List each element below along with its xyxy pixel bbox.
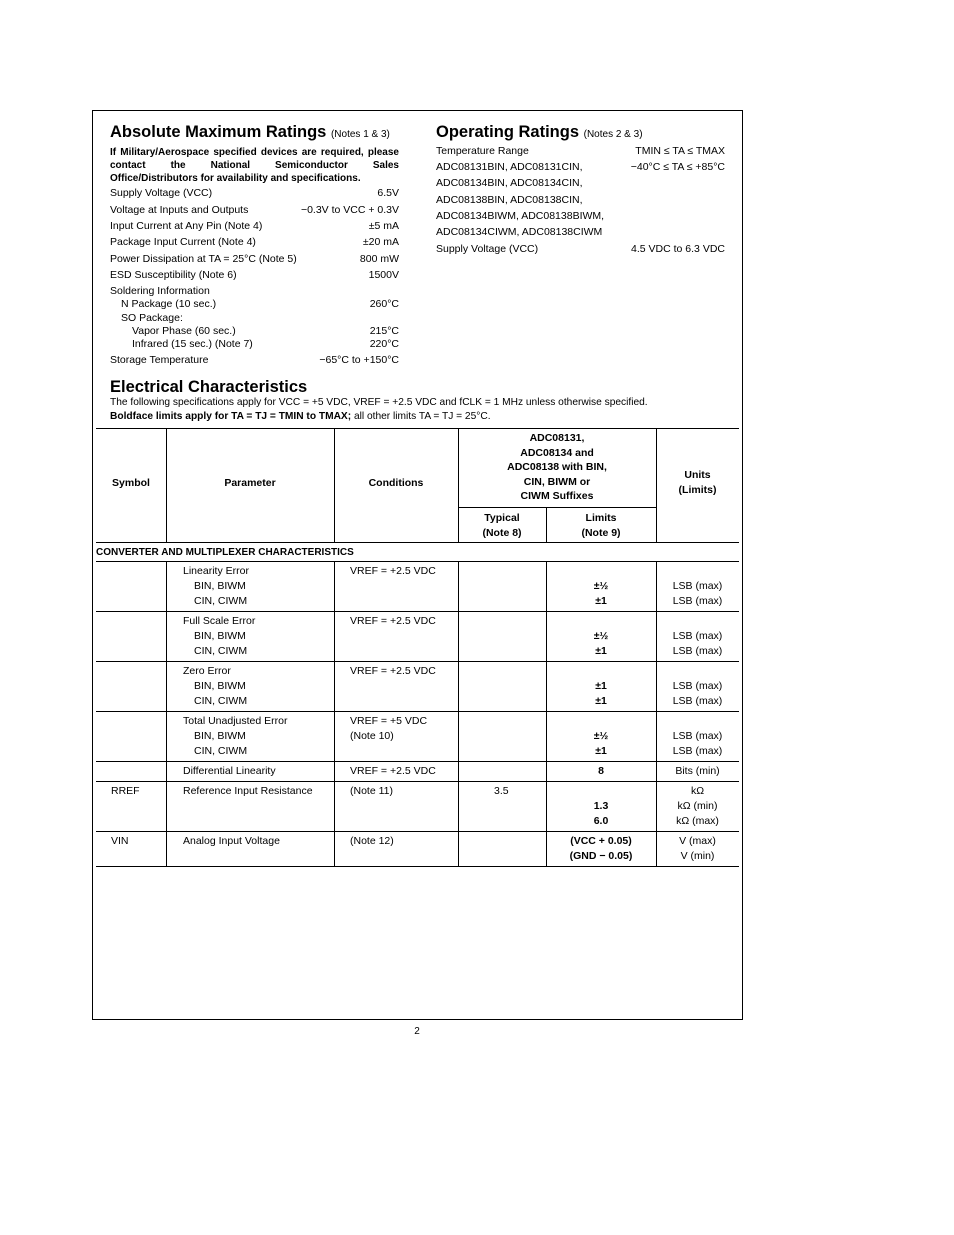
operating-supply-voltage: Supply Voltage (VCC) 4.5 VDC to 6.3 VDC bbox=[436, 243, 725, 255]
device-item: ADC08134BIWM, ADC08138BIWM, bbox=[436, 209, 605, 222]
row-unit: LSB (max) bbox=[672, 695, 723, 707]
rating-row bbox=[110, 204, 399, 217]
row-unit: kΩ (max) bbox=[676, 815, 719, 827]
rating-value: 800 mW bbox=[359, 253, 399, 265]
row-unit: LSB (max) bbox=[672, 595, 723, 607]
column-rule bbox=[458, 832, 459, 867]
row-limit: 1.3 bbox=[593, 800, 609, 812]
row-unit: V (min) bbox=[680, 850, 715, 862]
electrical-title: Electrical Characteristics bbox=[110, 378, 308, 396]
row-unit: LSB (max) bbox=[672, 745, 723, 757]
header-line: CIWM Suffixes bbox=[520, 490, 594, 502]
row-rule bbox=[96, 866, 739, 867]
military-warning: If Military/Aerospace specified devices are required, please contact the National Semiconductor Sales Office/Distributors for availability and specifications. bbox=[110, 147, 399, 184]
column-rule bbox=[166, 832, 167, 867]
row-parameter: CIN, CIWM bbox=[194, 595, 248, 607]
row-rule bbox=[96, 661, 739, 662]
row-rule bbox=[96, 781, 739, 782]
row-parameter: Zero Error bbox=[183, 665, 231, 677]
column-rule bbox=[458, 712, 459, 762]
column-rule bbox=[546, 782, 547, 832]
row-rule bbox=[96, 761, 739, 762]
soldering-n-package: N Package (10 sec.) 260°C bbox=[121, 298, 399, 310]
column-rule bbox=[334, 562, 335, 612]
header-typical bbox=[458, 511, 546, 541]
row-unit: kΩ bbox=[690, 785, 705, 797]
row-unit: Bits (min) bbox=[675, 765, 720, 777]
rating-row bbox=[110, 269, 399, 282]
column-rule bbox=[656, 612, 657, 662]
electrical-table bbox=[96, 428, 739, 867]
row-limit: 6.0 bbox=[593, 815, 609, 827]
column-rule bbox=[656, 782, 657, 832]
row-unit: LSB (max) bbox=[672, 680, 723, 692]
rating-value: ±20 mA bbox=[362, 236, 399, 248]
row-unit: LSB (max) bbox=[672, 730, 723, 742]
row-unit: V (max) bbox=[679, 835, 716, 847]
row-condition: VREF = +2.5 VDC bbox=[350, 665, 436, 677]
row-limit: ±½ bbox=[593, 630, 609, 642]
row-limit: (VCC + 0.05) bbox=[570, 835, 632, 847]
row-rule bbox=[96, 711, 739, 712]
device-item: ADC08131BIN, ADC08131CIN, bbox=[436, 161, 583, 173]
row-limit: ±½ bbox=[593, 580, 609, 592]
row-parameter: BIN, BIWM bbox=[194, 630, 246, 642]
device-item: ADC08134CIWM, ADC08138CIWM bbox=[436, 226, 603, 239]
device-item: ADC08138BIN, ADC08138CIN, bbox=[436, 193, 583, 206]
rating-label: Power Dissipation at TA = 25°C (Note 5) bbox=[110, 253, 297, 265]
electrical-intro-2: Boldface limits apply for TA = TJ = TMIN to TMAX; all other limits TA = TJ = 25°C. bbox=[110, 411, 491, 422]
device-item: ADC08134BIN, ADC08134CIN, bbox=[436, 177, 583, 190]
row-parameter: CIN, CIWM bbox=[194, 695, 248, 707]
header-limits bbox=[546, 511, 656, 541]
row-condition: VREF = +2.5 VDC bbox=[350, 615, 436, 627]
rating-label: Package Input Current (Note 4) bbox=[110, 236, 256, 248]
header-line: CIN, BIWM or bbox=[523, 475, 591, 488]
column-rule bbox=[546, 562, 547, 612]
column-rule bbox=[166, 782, 167, 832]
operating-ratings-title: Operating Ratings (Notes 2 & 3) bbox=[436, 123, 643, 141]
column-rule bbox=[334, 782, 335, 832]
rating-row bbox=[110, 187, 399, 200]
rating-label: Voltage at Inputs and Outputs bbox=[110, 204, 249, 216]
column-rule bbox=[458, 782, 459, 832]
soldering-so-package: SO Package: bbox=[121, 312, 183, 324]
header-line: Limits bbox=[585, 512, 617, 524]
rating-label: Input Current at Any Pin (Note 4) bbox=[110, 220, 263, 232]
row-condition: (Note 10) bbox=[350, 730, 394, 742]
rating-value: −0.3V to VCC + 0.3V bbox=[300, 204, 399, 216]
rating-label: ESD Susceptibility (Note 6) bbox=[110, 269, 237, 281]
row-parameter: Reference Input Resistance bbox=[183, 785, 313, 797]
header-conditions: Conditions bbox=[368, 477, 424, 489]
row-parameter: CIN, CIWM bbox=[194, 745, 248, 757]
row-unit: LSB (max) bbox=[672, 580, 723, 592]
row-limit: ±1 bbox=[595, 745, 607, 757]
storage-temperature: Storage Temperature −65°C to +150°C bbox=[110, 354, 399, 366]
row-symbol: RREF bbox=[111, 785, 140, 797]
rating-row bbox=[110, 236, 399, 249]
column-rule bbox=[546, 712, 547, 762]
row-limit: ±1 bbox=[595, 595, 607, 607]
rating-row bbox=[110, 220, 399, 233]
row-limit: 8 bbox=[598, 765, 604, 777]
row-parameter: Linearity Error bbox=[183, 565, 249, 577]
row-limit: ±1 bbox=[595, 645, 607, 657]
row-symbol: VIN bbox=[111, 835, 129, 847]
rating-row bbox=[110, 253, 399, 266]
column-rule bbox=[546, 662, 547, 712]
row-typical: 3.5 bbox=[494, 785, 509, 797]
header-parameter: Parameter bbox=[224, 477, 276, 489]
row-limit: ±1 bbox=[595, 680, 607, 692]
row-condition: VREF = +2.5 VDC bbox=[350, 765, 436, 777]
row-limit: ±1 bbox=[595, 695, 607, 707]
column-rule bbox=[334, 612, 335, 662]
rating-value: 1500V bbox=[368, 269, 399, 281]
column-rule bbox=[334, 832, 335, 867]
header-line: (Note 9) bbox=[581, 527, 621, 539]
column-rule bbox=[458, 562, 459, 612]
absolute-max-title: Absolute Maximum Ratings (Notes 1 & 3) bbox=[110, 123, 390, 141]
column-rule bbox=[166, 662, 167, 712]
row-condition: (Note 12) bbox=[350, 835, 394, 847]
column-rule bbox=[166, 712, 167, 762]
header-line: (Note 8) bbox=[482, 527, 522, 539]
row-parameter: BIN, BIWM bbox=[194, 730, 246, 742]
row-condition: VREF = +5 VDC bbox=[350, 715, 428, 727]
header-device-group bbox=[458, 431, 656, 504]
column-rule bbox=[546, 612, 547, 662]
column-rule bbox=[458, 762, 459, 782]
row-limit: ±½ bbox=[593, 730, 609, 742]
rating-label: Supply Voltage (VCC) bbox=[110, 187, 213, 199]
header-line: Units bbox=[684, 469, 711, 481]
header-line: Typical bbox=[484, 512, 520, 524]
row-rule bbox=[96, 611, 739, 612]
rating-value: ±5 mA bbox=[368, 220, 399, 232]
header-line: (Limits) bbox=[678, 484, 717, 496]
row-parameter: Total Unadjusted Error bbox=[183, 715, 288, 727]
row-parameter: Analog Input Voltage bbox=[183, 835, 280, 847]
page-number: 2 bbox=[414, 1026, 420, 1037]
rating-value: 6.5V bbox=[377, 187, 399, 199]
header-line: ADC08131, bbox=[529, 432, 585, 444]
header-units bbox=[656, 468, 739, 498]
row-rule bbox=[96, 831, 739, 832]
column-rule bbox=[656, 662, 657, 712]
header-symbol: Symbol bbox=[112, 477, 150, 489]
section-title: CONVERTER AND MULTIPLEXER CHARACTERISTICS bbox=[96, 547, 354, 558]
row-parameter: BIN, BIWM bbox=[194, 680, 246, 692]
column-rule bbox=[546, 832, 547, 867]
column-rule bbox=[166, 762, 167, 782]
soldering-infrared: Infrared (15 sec.) (Note 7) 220°C bbox=[132, 338, 399, 350]
soldering-vapor: Vapor Phase (60 sec.) 215°C bbox=[132, 325, 399, 337]
row-parameter: BIN, BIWM bbox=[194, 580, 246, 592]
row-unit: LSB (max) bbox=[672, 630, 723, 642]
row-unit: LSB (max) bbox=[672, 645, 723, 657]
row-parameter: CIN, CIWM bbox=[194, 645, 248, 657]
column-rule bbox=[656, 762, 657, 782]
row-unit: kΩ (min) bbox=[677, 800, 718, 812]
column-rule bbox=[546, 762, 547, 782]
row-condition: VREF = +2.5 VDC bbox=[350, 565, 436, 577]
column-rule bbox=[656, 712, 657, 762]
column-rule bbox=[334, 762, 335, 782]
soldering-title: Soldering Information bbox=[110, 285, 210, 297]
electrical-intro-1: The following specifications apply for VCC = +5 VDC, VREF = +2.5 VDC and fCLK = 1 MHz unless otherwise specified. bbox=[110, 397, 648, 408]
column-rule bbox=[166, 562, 167, 612]
column-rule bbox=[166, 612, 167, 662]
temperature-range: Temperature Range TMIN ≤ TA ≤ TMAX bbox=[436, 145, 725, 157]
column-rule bbox=[656, 832, 657, 867]
row-limit: (GND − 0.05) bbox=[569, 850, 633, 862]
column-rule bbox=[334, 662, 335, 712]
row-parameter: Full Scale Error bbox=[183, 615, 256, 627]
column-rule bbox=[656, 562, 657, 612]
row-parameter: Differential Linearity bbox=[183, 765, 276, 777]
header-line: ADC08134 and bbox=[520, 446, 594, 459]
device-temp-range: −40°C ≤ TA ≤ +85°C bbox=[630, 161, 725, 173]
column-rule bbox=[458, 612, 459, 662]
row-condition: (Note 11) bbox=[350, 785, 393, 797]
column-rule bbox=[458, 662, 459, 712]
column-rule bbox=[334, 712, 335, 762]
header-line: ADC08138 with BIN, bbox=[507, 461, 607, 473]
